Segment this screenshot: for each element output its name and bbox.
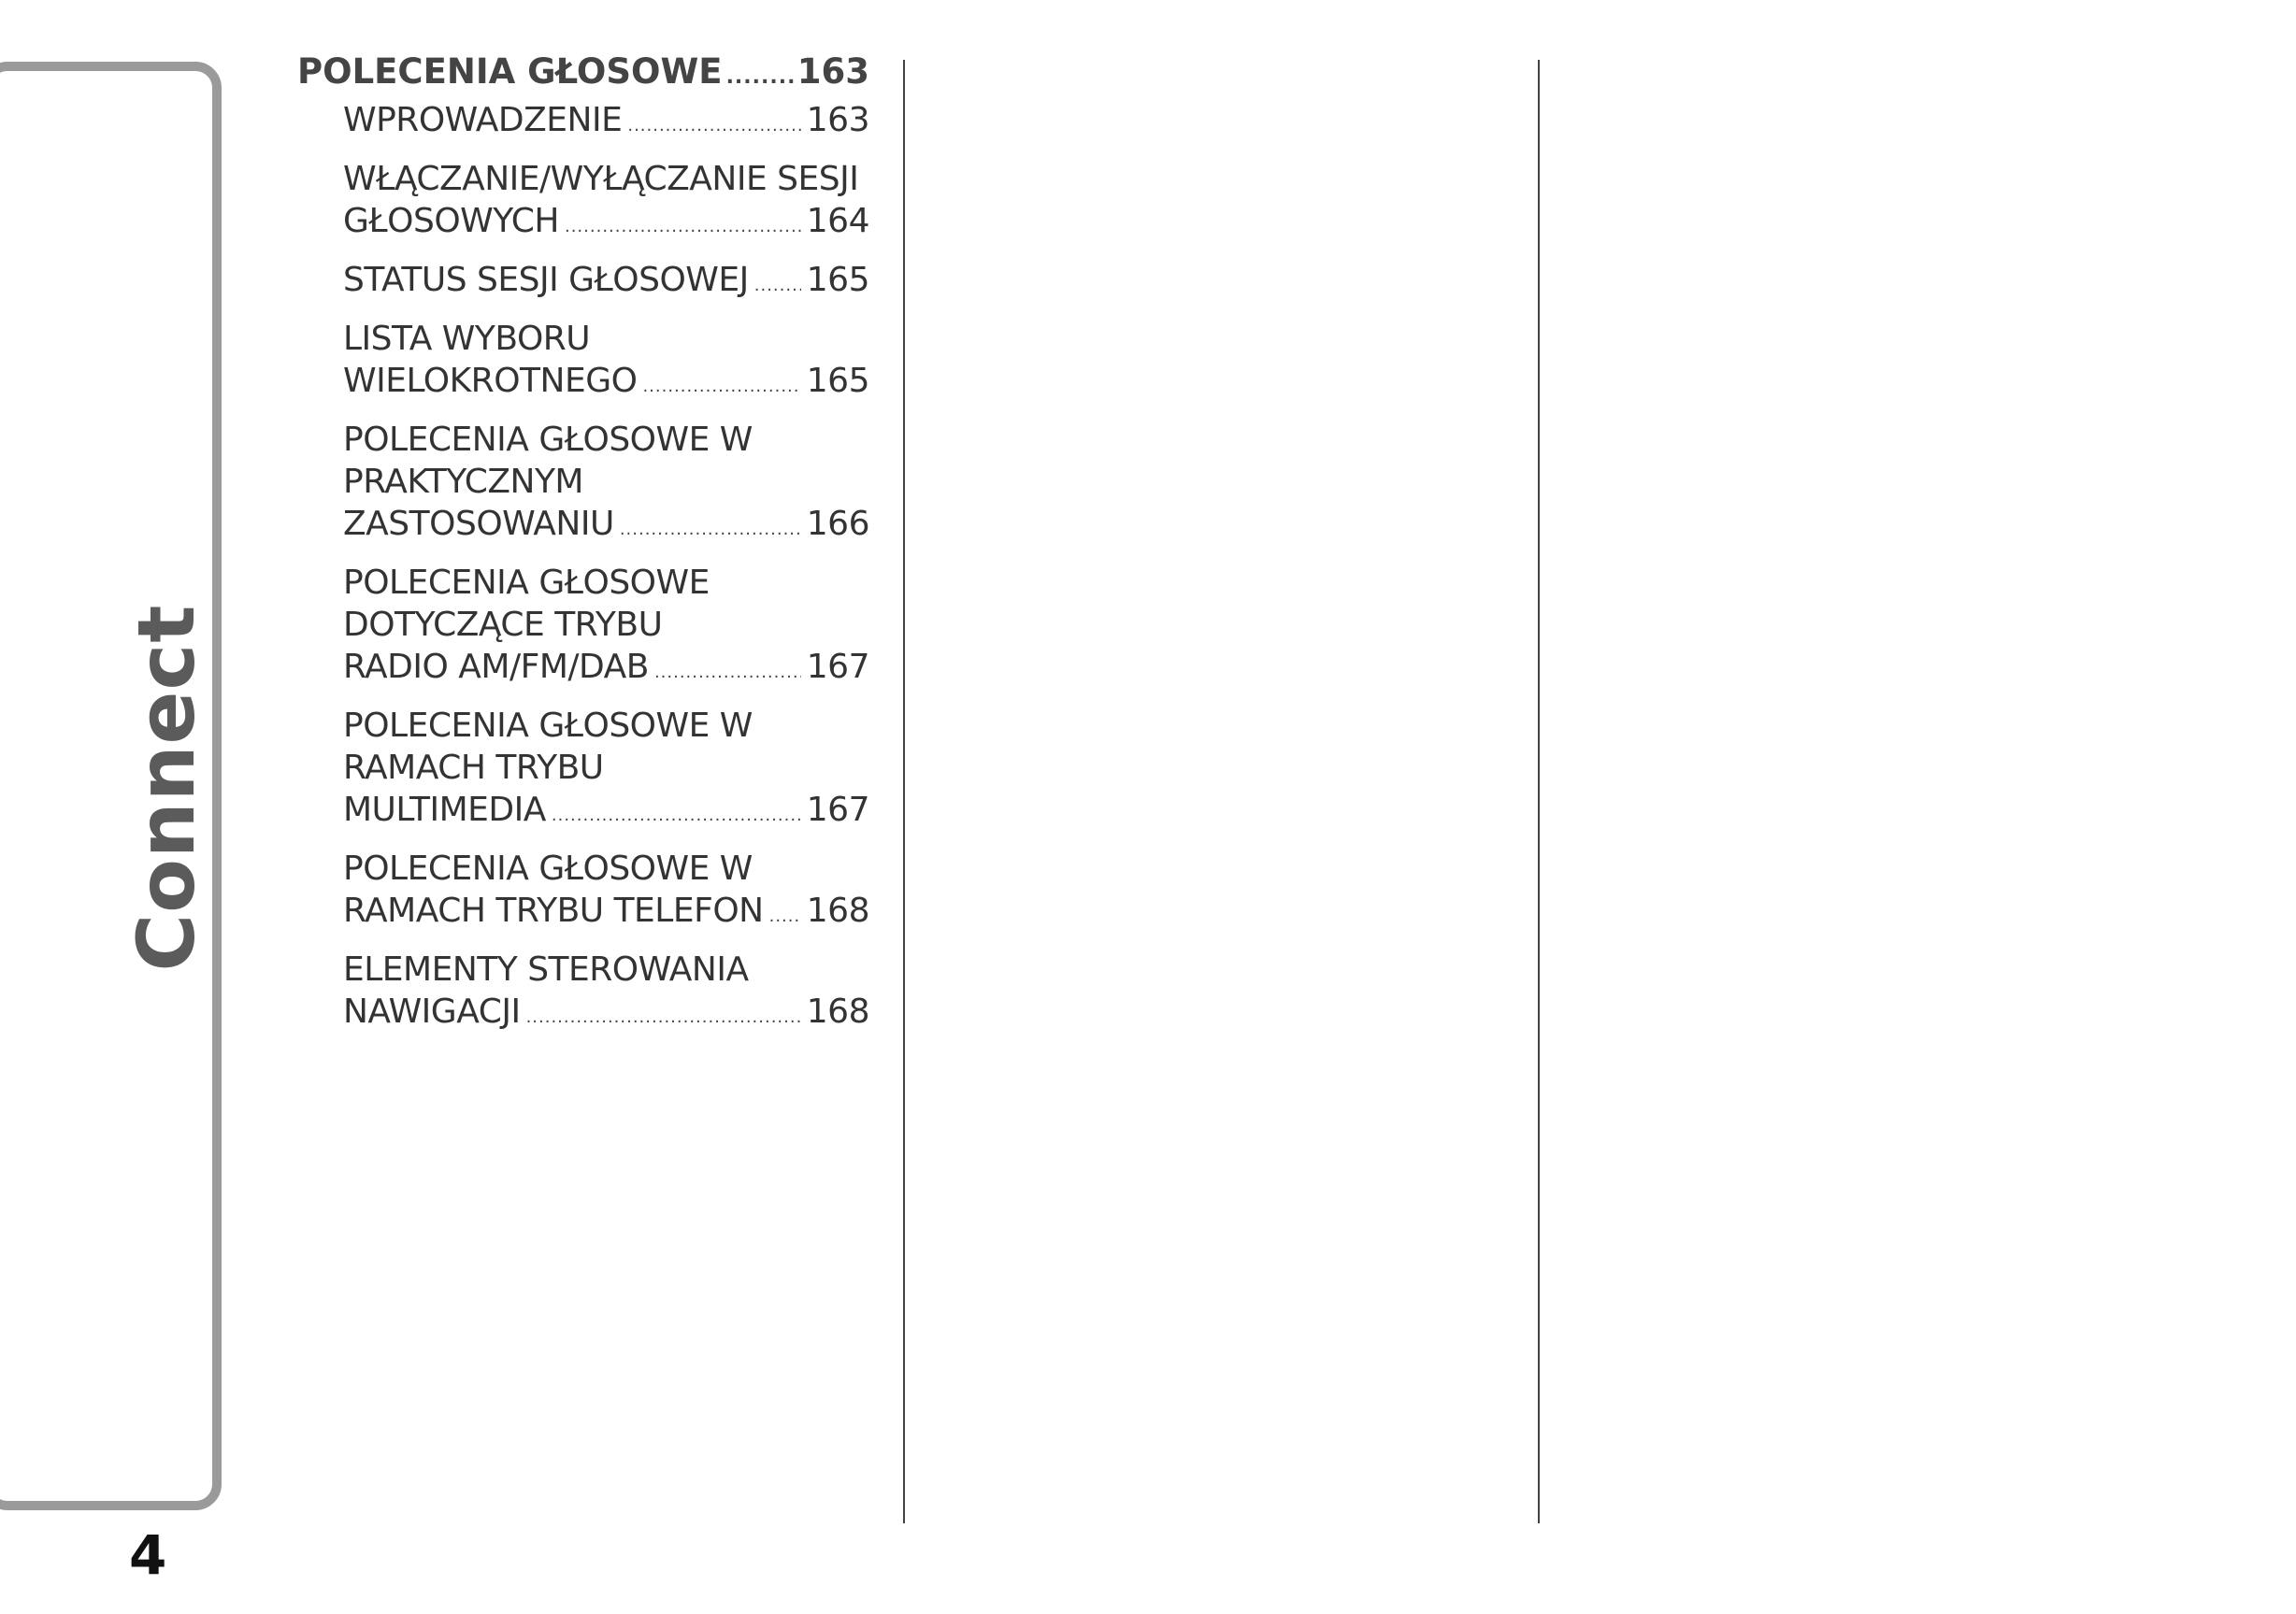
toc-entry-page: 164	[806, 202, 869, 240]
toc-entry-line	[343, 848, 869, 890]
toc-entry[interactable]	[343, 259, 869, 307]
toc-entry-line	[343, 99, 869, 147]
toc-entry-title: MULTIMEDIA	[343, 791, 546, 829]
toc-leader-dots	[620, 508, 801, 550]
toc-entry-line	[343, 360, 869, 407]
toc-entry-title: WIELOKROTNEGO	[343, 362, 638, 400]
toc-leader-dots	[565, 206, 801, 248]
toc-entry[interactable]	[343, 318, 869, 407]
toc-entry-line	[343, 949, 869, 991]
toc-entry-line	[343, 646, 869, 693]
toc-entry-title: POLECENIA GŁOSOWE	[343, 564, 710, 602]
toc-entry-title: POLECENIA GŁOSOWE W	[343, 421, 753, 459]
toc-leader-dots	[654, 651, 801, 693]
toc-entry-title: ZASTOSOWANIU	[343, 505, 614, 543]
toc-entry-title: PRAKTYCZNYM	[343, 463, 583, 501]
toc-heading-page: 163	[796, 51, 869, 92]
toc-entry-title: RADIO AM/FM/DAB	[343, 648, 649, 686]
toc-entry-title: NAWIGACJI	[343, 993, 521, 1031]
toc-entry-title: POLECENIA GŁOSOWE W	[343, 850, 753, 888]
toc-entry-page: 167	[806, 648, 869, 686]
toc-leader-dots	[726, 54, 794, 101]
toc-leader-dots	[642, 365, 800, 407]
toc-entry-title: STATUS SESJI GŁOSOWEJ	[343, 261, 749, 299]
toc-entry-line	[343, 318, 869, 360]
toc-entry-title: ELEMENTY STEROWANIA	[343, 950, 749, 989]
toc-entry-line	[343, 789, 869, 836]
toc-entry-title: WPROWADZENIE	[343, 101, 623, 139]
toc-entries	[297, 99, 869, 1038]
toc-entry-title: POLECENIA GŁOSOWE W	[343, 707, 753, 745]
toc-entry[interactable]	[343, 419, 869, 550]
toc-entry-line	[343, 991, 869, 1038]
toc-entry-title: DOTYCZĄCE TRYBU	[343, 606, 663, 644]
toc-entry-line	[343, 705, 869, 747]
section-tab-label: Connect	[121, 604, 212, 972]
toc-entry[interactable]	[343, 99, 869, 147]
toc-entry[interactable]	[343, 705, 869, 836]
toc-leader-dots	[526, 996, 801, 1038]
toc-section-heading[interactable]	[297, 49, 869, 99]
toc-entry-page: 168	[806, 993, 869, 1031]
page-number: 4	[129, 1523, 167, 1587]
toc-entry-page: 165	[806, 362, 869, 400]
toc-entry-title: LISTA WYBORU	[343, 320, 591, 358]
toc-entry-page: 163	[806, 101, 869, 139]
toc-heading-title: POLECENIA GŁOSOWE	[297, 51, 723, 92]
toc-entry-line	[343, 158, 869, 200]
toc-entry-page: 168	[806, 892, 869, 930]
toc-entry-title: RAMACH TRYBU TELEFON	[343, 892, 764, 930]
toc-entry-line	[343, 461, 869, 503]
column-divider	[1538, 60, 1540, 1523]
toc-entry-line	[343, 259, 869, 307]
toc-entry-title: WŁĄCZANIE/WYŁĄCZANIE SESJI	[343, 160, 859, 198]
toc-entry-page: 167	[806, 791, 869, 829]
toc-entry-line	[343, 200, 869, 248]
toc-leader-dots	[552, 794, 801, 836]
toc-entry[interactable]	[343, 158, 869, 248]
toc-entry-line	[343, 419, 869, 461]
toc-entry[interactable]	[343, 848, 869, 937]
toc-entry-line	[343, 604, 869, 646]
toc-entry-line	[343, 890, 869, 937]
toc-entry-line	[343, 562, 869, 604]
toc-leader-dots	[627, 105, 800, 147]
toc-entry-title: GŁOSOWYCH	[343, 202, 559, 240]
table-of-contents	[297, 49, 869, 1050]
toc-entry-title: RAMACH TRYBU	[343, 749, 604, 787]
toc-entry-line	[343, 747, 869, 789]
toc-entry[interactable]	[343, 949, 869, 1038]
toc-entry[interactable]	[343, 562, 869, 693]
toc-leader-dots	[754, 264, 801, 307]
column-divider	[903, 60, 905, 1523]
toc-entry-line	[343, 503, 869, 550]
toc-leader-dots	[769, 895, 801, 937]
toc-entry-page: 166	[806, 505, 869, 543]
toc-entry-page: 165	[806, 261, 869, 299]
